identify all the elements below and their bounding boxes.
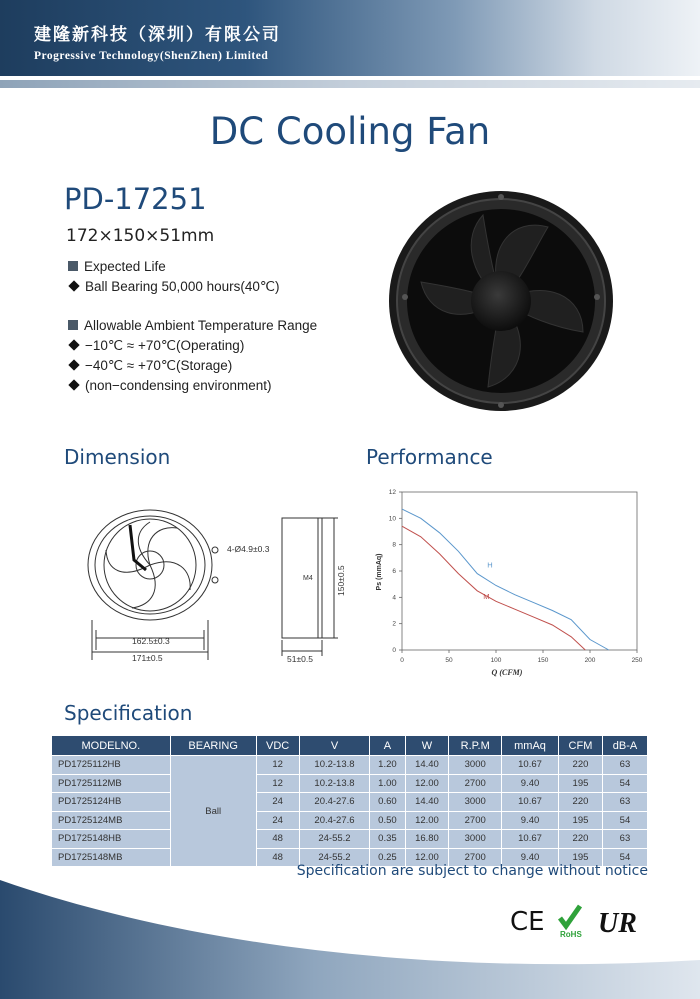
table-cell: 1.00 <box>370 774 405 793</box>
series-line-H <box>402 509 609 650</box>
chart-ticks <box>389 489 643 664</box>
column-header: CFM <box>559 736 603 756</box>
column-header: VDC <box>256 736 299 756</box>
chart-series <box>402 509 609 650</box>
column-header: R.P.M <box>449 736 502 756</box>
table-cell: 24 <box>256 793 299 812</box>
table-cell: 0.50 <box>370 811 405 830</box>
table-cell: 14.40 <box>405 756 449 775</box>
table-cell: 9.40 <box>502 811 559 830</box>
table-cell: 63 <box>602 830 647 849</box>
table-cell: PD1725124HB <box>52 793 171 812</box>
company-header <box>0 0 700 76</box>
table-row <box>52 774 648 793</box>
table-cell: 220 <box>559 830 603 849</box>
table-cell: 220 <box>559 793 603 812</box>
table-cell: 54 <box>602 774 647 793</box>
table-cell: 195 <box>559 848 603 867</box>
series-label-H: H <box>487 560 493 570</box>
table-cell: 2700 <box>449 848 502 867</box>
table-cell: 0.60 <box>370 793 405 812</box>
fan-product-image <box>383 187 619 415</box>
feature-item: Allowable Ambient Temperature Range <box>68 318 317 333</box>
table-cell: 14.40 <box>405 793 449 812</box>
feature-item: Ball Bearing 50,000 hours(40℃) <box>68 279 280 295</box>
ce-mark-icon: CE <box>510 907 545 937</box>
feature-item: −40℃ ≈ +70℃(Storage) <box>68 358 232 374</box>
y-tick-label: 10 <box>388 515 396 523</box>
column-header: W <box>405 736 449 756</box>
table-cell: 9.40 <box>502 848 559 867</box>
column-header: dB-A <box>602 736 647 756</box>
table-cell: 10.67 <box>502 830 559 849</box>
table-cell: 24-55.2 <box>299 830 370 849</box>
rohs-check-icon <box>560 906 580 926</box>
table-header-row <box>52 736 648 756</box>
x-tick-label: 200 <box>584 657 596 664</box>
table-cell: 20.4-27.6 <box>299 811 370 830</box>
table-cell: PD1725112MB <box>52 774 171 793</box>
square-bullet-icon <box>68 320 78 330</box>
table-cell: PD1725148HB <box>52 830 171 849</box>
total-width-label: 171±0.5 <box>132 653 163 663</box>
table-cell: 195 <box>559 774 603 793</box>
y-axis-label: Ps (mmAq) <box>376 553 383 591</box>
table-cell: 2700 <box>449 774 502 793</box>
table-cell: 2700 <box>449 811 502 830</box>
table-cell: 48 <box>256 848 299 867</box>
table-cell: 3000 <box>449 830 502 849</box>
x-tick-label: 150 <box>537 657 549 664</box>
screw-label: M4 <box>303 575 313 582</box>
table-cell: 12 <box>256 774 299 793</box>
x-tick-label: 50 <box>445 657 453 664</box>
table-cell: PD1725148MB <box>52 848 171 867</box>
y-tick-label: 12 <box>388 489 396 496</box>
rohs-label: RoHS <box>560 930 582 939</box>
table-cell: 220 <box>559 756 603 775</box>
table-cell: 12.00 <box>405 811 449 830</box>
table-cell: 12.00 <box>405 774 449 793</box>
dimension-drawing <box>82 500 352 665</box>
table-cell: 9.40 <box>502 774 559 793</box>
ul-recognized-icon: UR <box>598 908 637 939</box>
company-name-cn: 建隆新科技（深圳）有限公司 <box>34 25 281 45</box>
company-name-en: Progressive Technology(ShenZhen) Limited <box>34 50 269 62</box>
table-cell: 48 <box>256 830 299 849</box>
depth-label: 51±0.5 <box>287 654 313 664</box>
section-heading-specification: Specification <box>64 701 193 725</box>
x-tick-label: 100 <box>490 657 502 664</box>
diamond-bullet-icon <box>68 280 79 291</box>
table-row <box>52 756 648 775</box>
spec-notice: Specification are subject to change without notice <box>296 863 648 879</box>
table-cell: 12 <box>256 756 299 775</box>
table-cell: 10.2-13.8 <box>299 774 370 793</box>
table-cell: 3000 <box>449 793 502 812</box>
table-cell: 54 <box>602 811 647 830</box>
table-cell: PD1725112HB <box>52 756 171 775</box>
diamond-bullet-icon <box>68 359 79 370</box>
y-tick-label: 0 <box>392 647 396 654</box>
table-cell: PD1725124MB <box>52 811 171 830</box>
table-cell: 63 <box>602 793 647 812</box>
x-tick-label: 250 <box>631 657 643 664</box>
diamond-bullet-icon <box>68 339 79 350</box>
bearing-cell: Ball <box>170 756 256 867</box>
table-row <box>52 811 648 830</box>
page-title: DC Cooling Fan <box>209 110 491 153</box>
table-cell: 10.67 <box>502 756 559 775</box>
table-row <box>52 793 648 812</box>
table-cell: 24-55.2 <box>299 848 370 867</box>
column-header: MODELNO. <box>52 736 171 756</box>
series-line-M <box>402 526 585 650</box>
plot-frame <box>402 492 637 650</box>
table-cell: 0.25 <box>370 848 405 867</box>
y-tick-label: 2 <box>392 620 396 628</box>
column-header: BEARING <box>170 736 256 756</box>
table-cell: 0.35 <box>370 830 405 849</box>
feature-item: Expected Life <box>68 259 166 274</box>
hole-dimension-label: 4-Ø4.9±0.3 <box>227 544 270 554</box>
certification-logos <box>510 900 650 940</box>
product-dimensions: 172×150×51mm <box>66 226 215 246</box>
product-model: PD-17251 <box>64 182 207 216</box>
height-label: 150±0.5 <box>336 565 346 596</box>
table-cell: 10.2-13.8 <box>299 756 370 775</box>
diamond-bullet-icon <box>68 379 79 390</box>
column-header: mmAq <box>502 736 559 756</box>
column-header: A <box>370 736 405 756</box>
table-cell: 16.80 <box>405 830 449 849</box>
table-cell: 1.20 <box>370 756 405 775</box>
performance-chart <box>372 480 652 685</box>
column-header: V <box>299 736 370 756</box>
table-cell: 63 <box>602 756 647 775</box>
header-divider <box>0 80 700 88</box>
section-heading-performance: Performance <box>366 445 493 469</box>
table-cell: 3000 <box>449 756 502 775</box>
y-tick-label: 4 <box>392 594 396 602</box>
y-tick-label: 8 <box>392 541 396 549</box>
table-row <box>52 830 648 849</box>
feature-item: −10℃ ≈ +70℃(Operating) <box>68 338 244 354</box>
table-cell: 12.00 <box>405 848 449 867</box>
series-label-M: M <box>483 591 490 601</box>
section-heading-dimension: Dimension <box>64 445 171 469</box>
table-cell: 20.4-27.6 <box>299 793 370 812</box>
y-tick-label: 6 <box>392 568 396 575</box>
chart-axes <box>402 492 637 650</box>
table-cell: 54 <box>602 848 647 867</box>
feature-item: (non−condensing environment) <box>68 378 272 393</box>
specification-table <box>51 735 648 867</box>
table-cell: 10.67 <box>502 793 559 812</box>
mount-width-label: 162.5±0.3 <box>132 636 170 646</box>
x-axis-label: Q (CFM) <box>491 668 523 677</box>
x-tick-label: 0 <box>400 657 404 664</box>
table-cell: 195 <box>559 811 603 830</box>
square-bullet-icon <box>68 261 78 271</box>
table-cell: 24 <box>256 811 299 830</box>
